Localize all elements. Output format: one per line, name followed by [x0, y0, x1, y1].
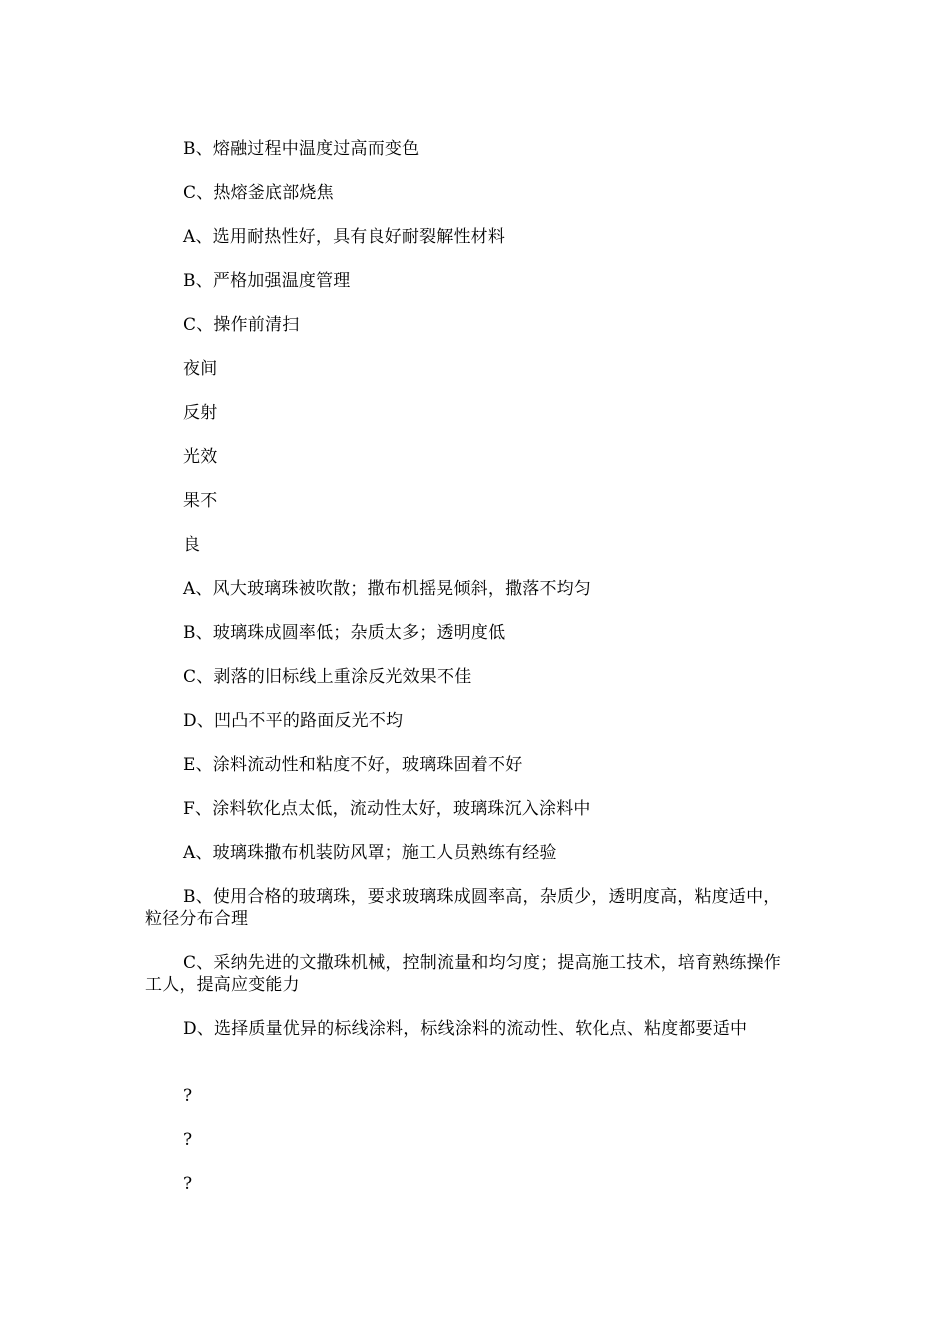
paragraph: ? — [183, 1174, 193, 1194]
paragraph: 光效 — [183, 447, 218, 467]
paragraph: C、剥落的旧标线上重涂反光效果不佳 — [183, 667, 472, 687]
paragraph: A、风大玻璃珠被吹散；撒布机摇晃倾斜，撒落不均匀 — [183, 579, 592, 599]
paragraph: 良 — [183, 535, 201, 555]
paragraph: C、采纳先进的文撒珠机械，控制流量和均匀度；提高施工技术，培育熟练操作工人，提高应变能力 — [145, 953, 782, 995]
paragraph: D、凹凸不平的路面反光不均 — [183, 711, 404, 731]
paragraph: B、严格加强温度管理 — [183, 271, 351, 291]
paragraph: 夜间 — [183, 359, 218, 379]
paragraph: A、玻璃珠撒布机装防风罩；施工人员熟练有经验 — [183, 843, 557, 863]
paragraph: F、涂料软化点太低，流动性太好，玻璃珠沉入涂料中 — [183, 799, 591, 819]
paragraph: B、使用合格的玻璃珠，要求玻璃珠成圆率高，杂质少，透明度高，粘度适中，粒径分布合理 — [145, 887, 781, 929]
paragraph: C、操作前清扫 — [183, 315, 300, 335]
paragraph: A、选用耐热性好，具有良好耐裂解性材料 — [183, 227, 506, 247]
paragraph: 反射 — [183, 403, 218, 423]
paragraph: D、选择质量优异的标线涂料，标线涂料的流动性、软化点、粘度都要适中 — [183, 1019, 748, 1039]
paragraph: ? — [183, 1130, 193, 1150]
paragraph: B、熔融过程中温度过高而变色 — [183, 139, 420, 159]
paragraph: E、涂料流动性和粘度不好，玻璃珠固着不好 — [183, 755, 523, 775]
paragraph: 果不 — [183, 491, 218, 511]
paragraph: B、玻璃珠成圆率低；杂质太多；透明度低 — [183, 623, 506, 643]
paragraph: C、热熔釜底部烧焦 — [183, 183, 334, 203]
paragraph: ? — [183, 1086, 193, 1106]
